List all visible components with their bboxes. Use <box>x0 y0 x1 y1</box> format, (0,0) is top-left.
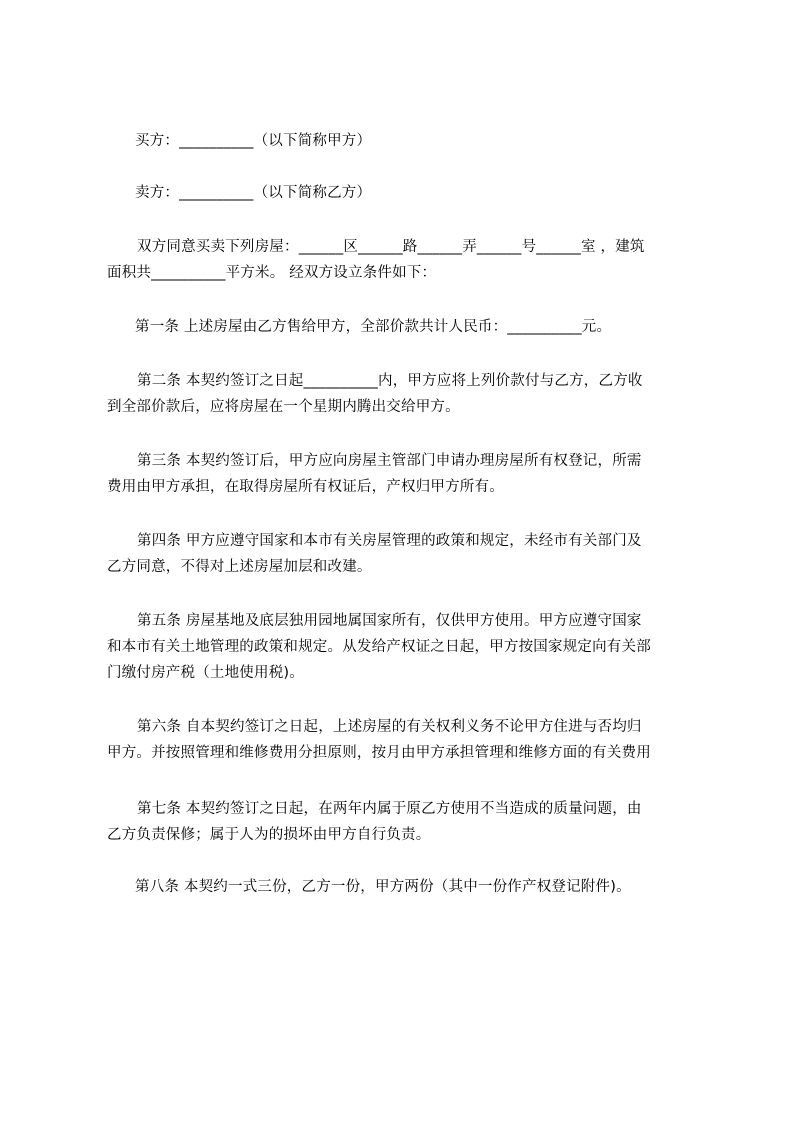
article-2 <box>107 368 701 420</box>
article-4-line-1: 第四条 甲方应遵守国家和本市有关房屋管理的政策和规定，未经市有关部门及 <box>137 533 642 549</box>
article-3-line-2: 费用由甲方承担，在取得房屋所有权证后，产权归甲方所有。 <box>107 479 504 495</box>
article-2-line-1: 第二条 本契约签订之日起__________内，甲方应将上列价款付与乙方，乙方收 <box>137 373 643 389</box>
article-1 <box>107 314 701 340</box>
article-5-line-3: 门缴付房产税（土地使用税)。 <box>107 665 304 681</box>
article-6-line-2: 甲方。并按照管理和维修费用分担原则，按月由甲方承担管理和维修方面的有关费用 <box>107 745 651 761</box>
article-8 <box>107 874 701 900</box>
article-6 <box>107 714 701 766</box>
buyer-text: 买方：__________（以下简称甲方） <box>135 133 372 149</box>
buyer-line <box>107 128 701 154</box>
article-5-line-2: 和本市有关土地管理的政策和规定。从发给产权证之日起，甲方按国家规定向有关部 <box>107 639 651 655</box>
article-4 <box>107 528 701 580</box>
article-4-line-2: 乙方同意，不得对上述房屋加层和改建。 <box>107 559 372 575</box>
seller-text: 卖方：__________（以下简称乙方） <box>135 185 372 201</box>
article-3 <box>107 448 701 500</box>
intro-paragraph <box>107 234 701 286</box>
article-5 <box>107 608 701 686</box>
seller-line <box>107 180 701 206</box>
article-7 <box>107 796 701 848</box>
article-7-line-2: 乙方负责保修；属于人为的损坏由甲方自行负责。 <box>107 827 431 843</box>
article-6-line-1: 第六条 自本契约签订之日起，上述房屋的有关权利义务不论甲方住进与否均归 <box>137 719 642 735</box>
article-5-line-1: 第五条 房屋基地及底层独用园地属国家所有，仅供甲方使用。甲方应遵守国家 <box>137 613 642 629</box>
intro-line-1: 双方同意买卖下列房屋：______区______路______弄______号______室 ，建筑 <box>137 239 645 255</box>
article-8-line-1: 第八条 本契约一式三份，乙方一份，甲方两份（其中一份作产权登记附件)。 <box>135 879 631 895</box>
article-7-line-1: 第七条 本契约签订之日起，在两年内属于原乙方使用不当造成的质量问题，由 <box>137 801 642 817</box>
article-2-line-2: 到全部价款后，应将房屋在一个星期内腾出交给甲方。 <box>107 399 460 415</box>
article-3-line-1: 第三条 本契约签订后，甲方应向房屋主管部门申请办理房屋所有权登记，所需 <box>137 453 642 469</box>
article-1-line-1: 第一条 上述房屋由乙方售给甲方，全部价款共计人民币：__________元。 <box>135 319 612 335</box>
intro-line-2: 面积共__________平方米。 经双方设立条件如下： <box>107 265 437 281</box>
